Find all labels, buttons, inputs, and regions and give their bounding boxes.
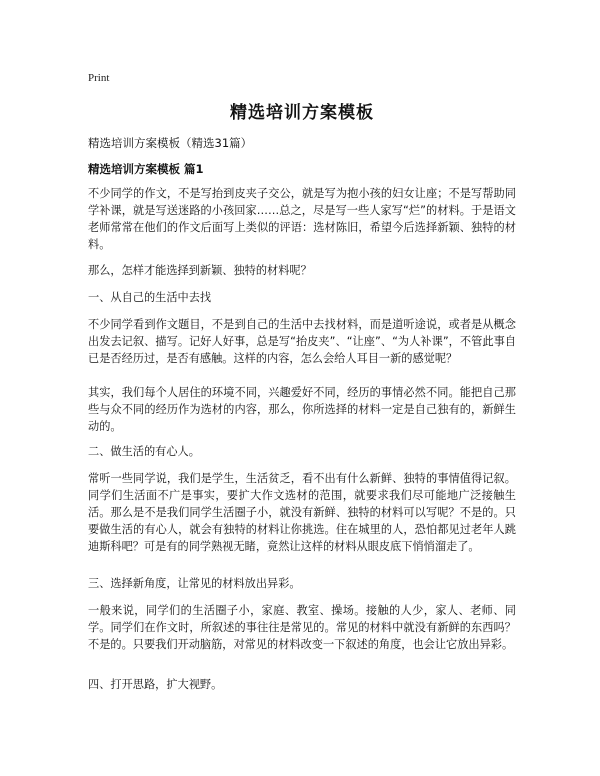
paragraph-intro: 不少同学的作文，不是写抬到皮夹子交公，就是写为抱小孩的妇女让座；不是写帮助同学补课，就是写送迷路的小孩回家……总之，尽是写一些人家写“烂”的材料。于是语文老师常常在他们的作文后面写上类似的评语：选材陈旧，希望今后选择新颖、独特的材料。 (88, 187, 516, 251)
paragraph-question: 那么，怎样才能选择到新颖、独特的材料呢？ (88, 264, 312, 277)
paragraph-point-3: 一般来说，同学们的生活圈子小，家庭、教室、操场。接触的人少，家人、老师、同学。同学们在作文时，所叙述的事往往是常见的。常见的材料中就没有新鲜的东西吗？不是的。只要我们开动脑筋，对常见的材料改变一下叙述的角度，也会让它放出异彩。 (88, 604, 516, 651)
paragraph-point-1: 不少同学看到作文题目，不是到自己的生活中去找材料，而是道听途说，或者是从概念出发去记叙、描写。记好人好事，总是写“抬皮夹”、“让座”、“为人补课”，不管此事自已是否经历过，是否有感触。这样的内容，怎么会给人耳目一新的感觉呢？ (88, 318, 516, 365)
document-subtitle: 精选培训方案模板（精选31篇） (88, 136, 253, 150)
paragraph-point-2: 常听一些同学说，我们是学生，生活贫乏，看不出有什么新鲜、独特的事情值得记叙。同学们生活面不广是事实，要扩大作文选材的范围，就要求我们尽可能地广泛接触生活。那么是不是我们同学生活圈子小，就没有新鲜、独特的材料可以写呢？不是的。只要做生活的有心人，就会有独特的材料让你挑选。住在城里的人，恐怕都见过老年人跳迪斯科吧？可是有的同学熟视无睹，竟然让这样的材料从眼皮底下悄悄溜走了。 (88, 472, 516, 553)
heading-point-3: 三、选择新角度，让常见的材料放出异彩。 (88, 577, 301, 590)
heading-point-1: 一、从自己的生活中去找 (88, 291, 212, 304)
heading-point-2: 二、做生活的有心人。 (88, 445, 200, 458)
print-label: Print (88, 72, 110, 84)
heading-point-4: 四、打开思路，扩大视野。 (88, 678, 223, 691)
section-heading: 精选培训方案模板 篇1 (88, 162, 204, 176)
paragraph-environment: 其实，我们每个人居住的环境不同，兴趣爱好不同，经历的事情必然不同。能把自己那些与众不同的经历作为选材的内容，那么，你所选择的材料一定是自己独有的，新鲜生动的。 (88, 386, 516, 433)
document-title: 精选培训方案模板 (230, 103, 374, 123)
